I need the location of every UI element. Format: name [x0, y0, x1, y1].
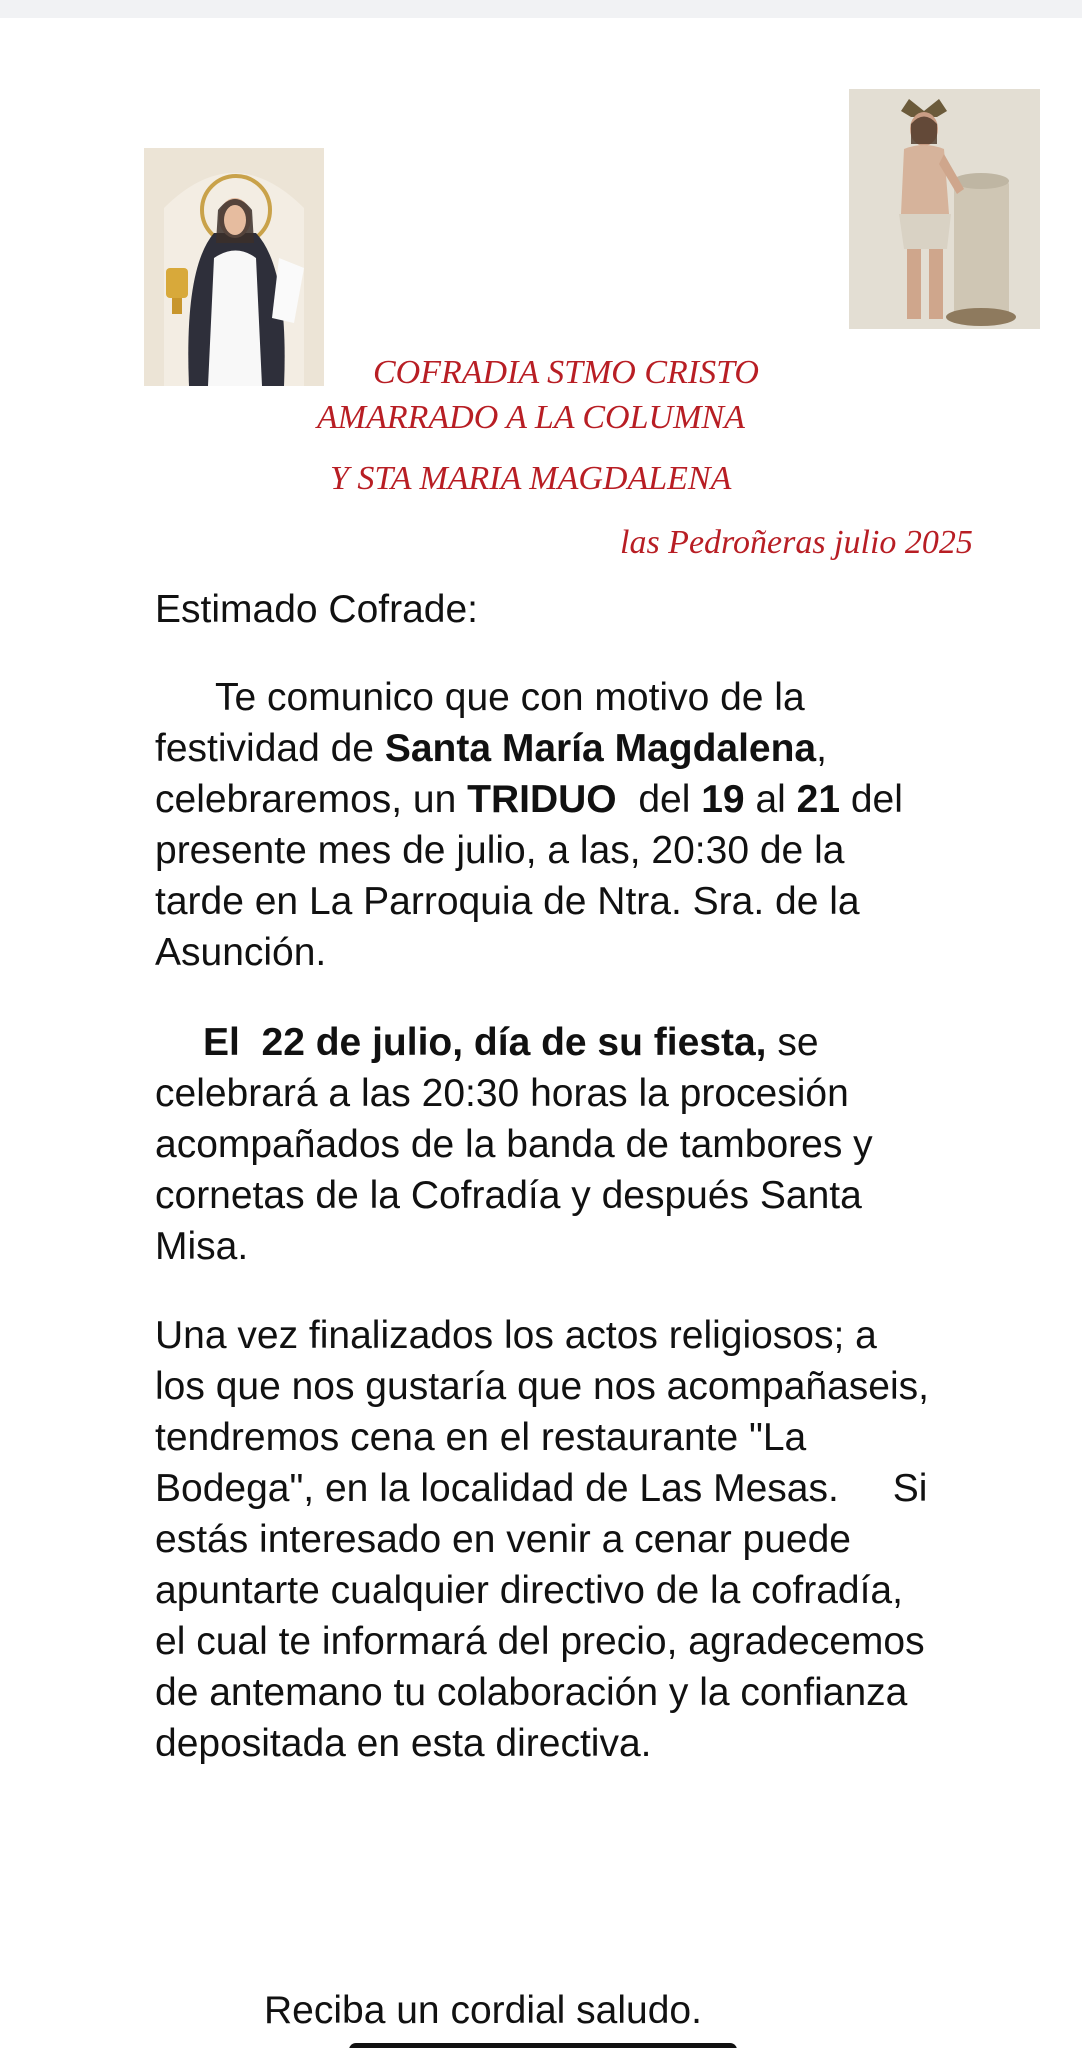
santa-maria-magdalena-photo — [144, 148, 324, 386]
header-line-1: COFRADIA STMO CRISTO — [373, 354, 759, 391]
p2-text-b: se celebrará a las 20:30 horas la procesión acompañados de la banda de tambores y cornetas de la Cofradía y después Santa Misa. — [155, 1021, 873, 1268]
p3-text-a: Una vez finalizados los actos religiosos; a los que nos gustaría que nos acompañaseis, tendremos cena en el restaurante "La Bodega", en la localidad de Las Mesas. — [155, 1314, 930, 1510]
p1-saint-name: Santa María Magdalena — [384, 727, 817, 770]
p1-text-c: , celebraremos, un — [155, 727, 827, 821]
p1-text-a: Te comunico que con motivo de la festividad de — [155, 676, 805, 770]
home-indicator[interactable] — [349, 2043, 737, 2048]
p1-text-i: del presente mes de julio, a las, 20:30 de la tarde en La Parroquia de Ntra. Sra. de la Asunción. — [155, 778, 903, 974]
p1-triduo: TRIDUO — [467, 778, 617, 821]
p2-fiesta-date: El 22 de julio, día de su fiesta, — [203, 1021, 767, 1064]
place-date: las Pedroñeras julio 2025 — [620, 524, 973, 561]
header-line-2: AMARRADO A LA COLUMNA — [317, 399, 745, 436]
p1-day-end: 21 — [796, 778, 841, 821]
status-bar — [0, 0, 1082, 18]
p3-text-b: Si estás interesado en venir a cenar puede apuntarte cualquier directivo de la cofradía, el cual te informará del precio, agradecemos de antemano tu colaboración y la confianza depositada en esta directiva. — [155, 1467, 928, 1765]
closing: Reciba un cordial saludo. — [264, 1989, 702, 2032]
paragraph-cena — [155, 1310, 935, 1769]
paragraph-triduo — [155, 672, 935, 978]
p1-text-g: al — [744, 778, 797, 821]
greeting: Estimado Cofrade: — [155, 588, 478, 631]
cristo-amarrado-photo — [849, 89, 1040, 329]
p1-text-e: del — [616, 778, 702, 821]
header-line-3: Y STA MARIA MAGDALENA — [330, 460, 732, 497]
paragraph-fiesta — [155, 1017, 935, 1272]
p1-day-start: 19 — [701, 778, 745, 821]
